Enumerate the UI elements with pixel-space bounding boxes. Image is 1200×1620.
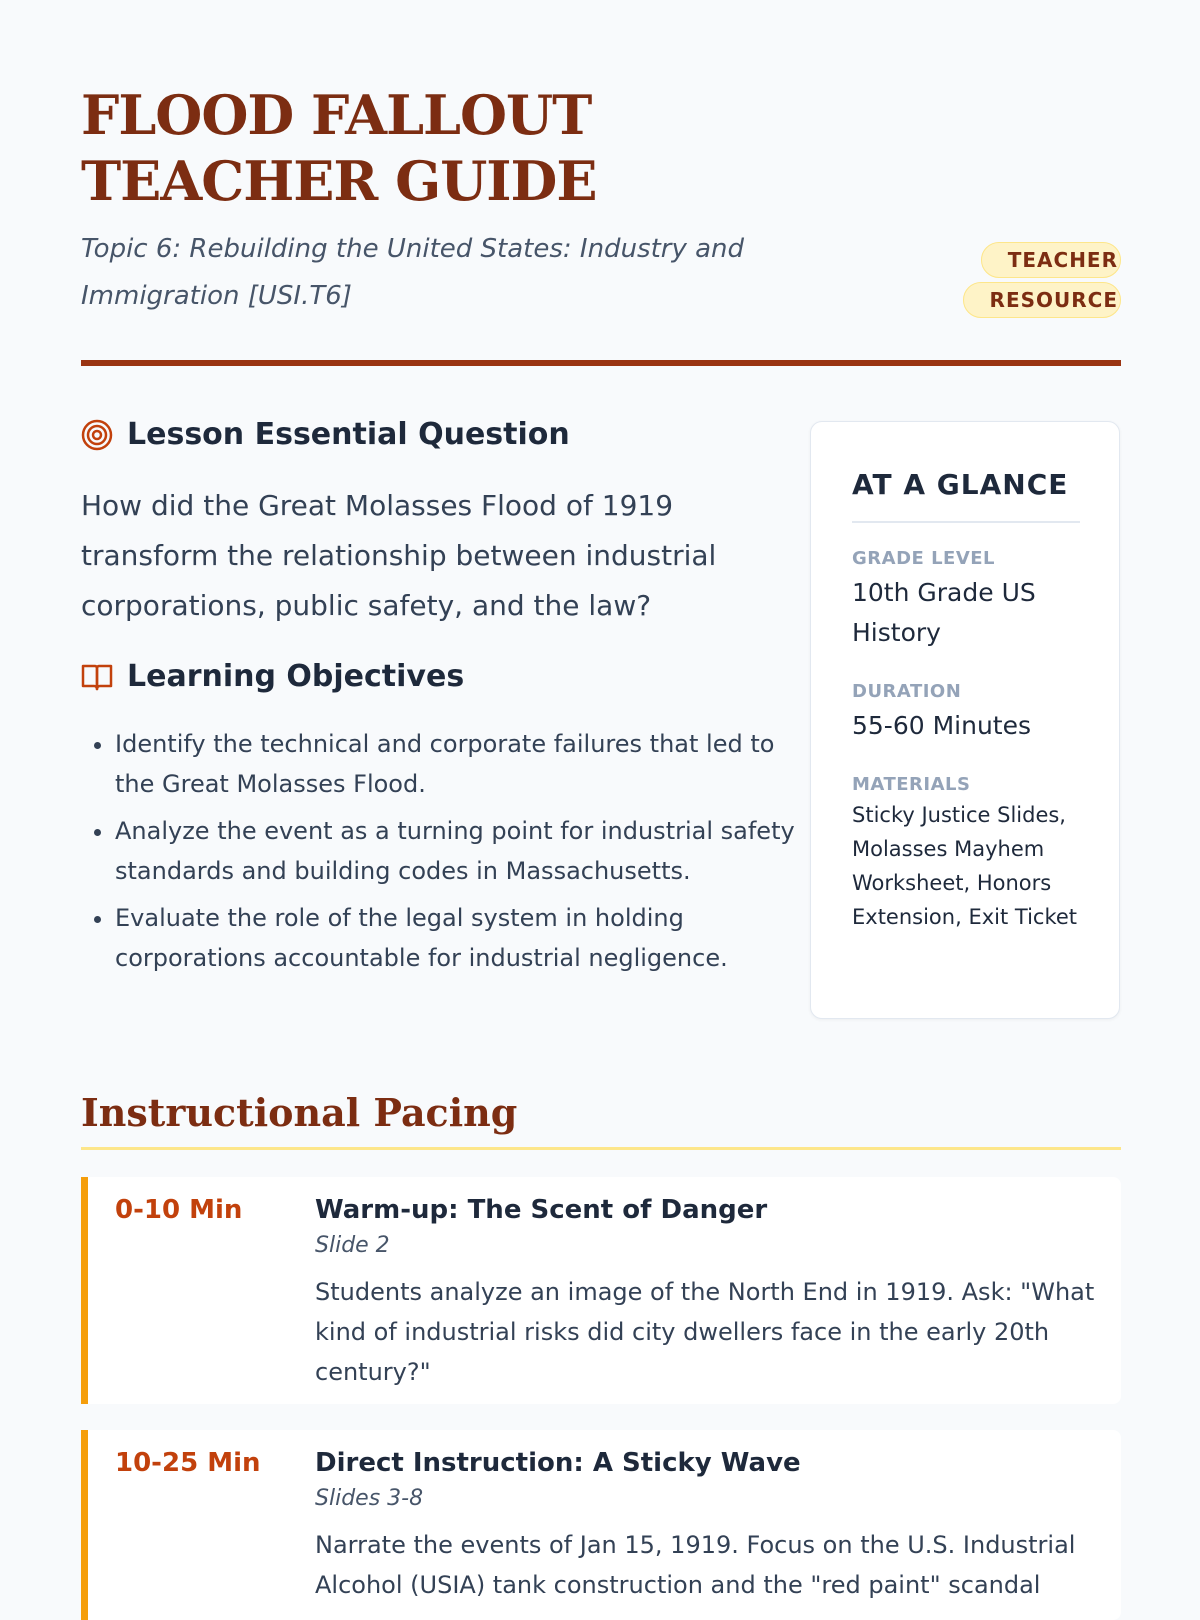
grade-level-value: 10th Grade US History [852,578,1036,647]
materials-label: MATERIALS [852,774,971,795]
essential-question-heading [81,417,570,452]
learning-objectives-title: Learning Objectives [127,659,465,694]
pacing-description: Narrate the events of Jan 15, 1919. Focus on the U.S. Industrial Alcohol (USIA) tank construction and the "red paint" scandal [315,1531,1076,1599]
learning-objectives-heading [81,659,464,694]
objectives-list [81,724,815,985]
book-icon [81,662,113,692]
pacing-slide-ref: Slide 2 [315,1233,390,1258]
pacing-slide-ref: Slides 3-8 [315,1486,424,1511]
pacing-row [81,1430,1121,1620]
page-subtitle: Topic 6: Rebuilding the United States: Industry and Immigration [USI.T6] [81,234,745,311]
pacing-divider [81,1147,1121,1150]
badge-label: TEACHER RESOURCE [963,242,1121,318]
target-icon [81,419,113,451]
essential-question-title: Lesson Essential Question [127,417,570,452]
at-a-glance-card [810,421,1120,1019]
teacher-resource-badge [955,240,1121,320]
pacing-heading: Instructional Pacing [81,1090,518,1135]
pacing-activity-title: Warm-up: The Scent of Danger [315,1195,768,1225]
duration-value: 55-60 Minutes [852,711,1032,740]
pacing-time: 10-25 Min [115,1448,261,1478]
objective-item: • Analyze the event as a turning point for industrial safety standards and building codes in Massachusetts. [115,811,815,891]
materials-value: Sticky Justice Slides, Molasses Mayhem Worksheet, Honors Extension, Exit Ticket [852,803,1078,929]
grade-level-label: GRADE LEVEL [852,548,996,569]
glance-heading: AT A GLANCE [852,468,1080,523]
duration-label: DURATION [852,681,962,702]
essential-question-text: How did the Great Molasses Flood of 1919 transform the relationship between industrial corporations, public safety, and the law? [81,489,717,622]
pacing-description: Students analyze an image of the North End in 1919. Ask: "What kind of industrial risks did city dwellers face in the early 20th century?" [315,1278,1095,1386]
objective-item: • Evaluate the role of the legal system in holding corporations accountable for industrial negligence. [115,898,815,978]
pacing-row [81,1177,1121,1404]
header-divider [81,360,1121,366]
page-title: FLOOD FALLOUT TEACHER GUIDE [81,83,597,213]
pacing-time: 0-10 Min [115,1195,243,1225]
objective-item: • Identify the technical and corporate failures that led to the Great Molasses Flood. [115,724,815,804]
pacing-activity-title: Direct Instruction: A Sticky Wave [315,1448,801,1478]
